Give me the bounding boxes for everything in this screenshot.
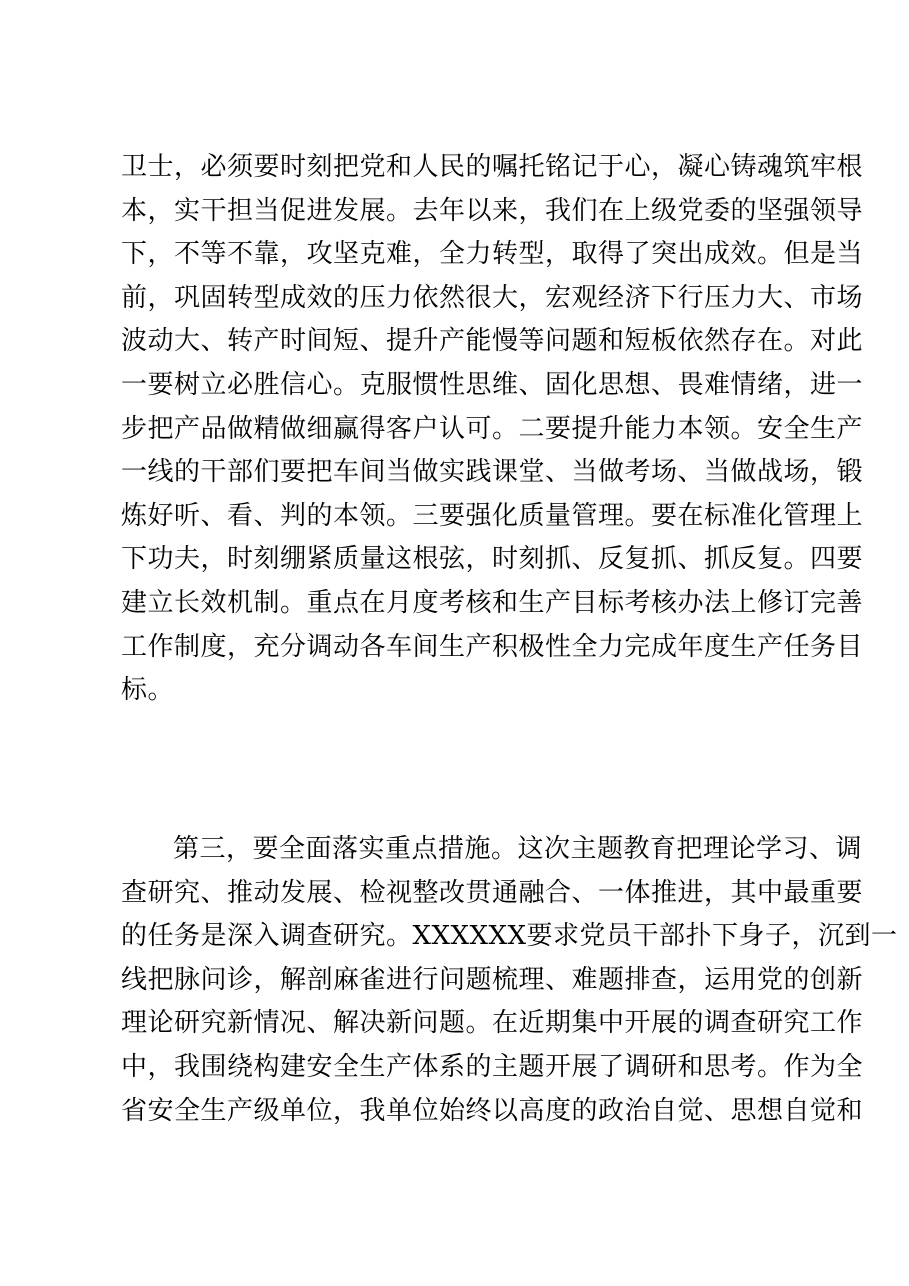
paragraph-1 — [121, 146, 864, 713]
text-line: 下，不等不靠，攻坚克难，全力转型，取得了突出成效。但是当 — [121, 239, 864, 270]
text-line: 标。 — [121, 675, 175, 706]
text-line: 建立长效机制。重点在月度考核和生产目标考核办法上修订完善 — [121, 587, 864, 618]
text-line: 本，实干担当促进发展。去年以来，我们在上级党委的坚强领导 — [121, 195, 864, 226]
text-line: 第三，要全面落实重点措施。这次主题教育把理论学习、调 — [173, 834, 863, 864]
text-line: 省安全生产级单位，我单位始终以高度的政治自觉、思想自觉和 — [121, 1095, 864, 1126]
text-line: 的任务是深入调查研究。XXXXXX要求党员干部扑下身子，沉到一 — [121, 921, 898, 952]
text-line: 一线的干部们要把车间当做实践课堂、当做考场、当做战场，锻 — [121, 457, 864, 488]
text-line: 理论研究新情况、解决新问题。在近期集中开展的调查研究工作 — [121, 1008, 864, 1039]
text-line: 波动大、转产时间短、提升产能慢等问题和短板依然存在。对此 — [121, 326, 864, 357]
text-line: 卫士，必须要时刻把党和人民的嘱托铭记于心，凝心铸魂筑牢根 — [121, 152, 864, 182]
text-line: 炼好听、看、判的本领。三要强化质量管理。要在标准化管理上 — [121, 500, 864, 531]
text-line: 前，巩固转型成效的压力依然很大，宏观经济下行压力大、市场 — [121, 282, 864, 313]
text-line: 线把脉问诊，解剖麻雀进行问题梳理、难题排查，运用党的创新 — [121, 964, 864, 995]
text-line: 工作制度，充分调动各车间生产积极性全力完成年度生产任务目 — [121, 631, 864, 662]
text-line: 一要树立必胜信心。克服惯性思维、固化思想、畏难情绪，进一 — [121, 369, 864, 400]
text-line: 步把产品做精做细赢得客户认可。二要提升能力本领。安全生产 — [121, 413, 864, 444]
text-line: 下功夫，时刻绷紧质量这根弦，时刻抓、反复抓、抓反复。四要 — [121, 544, 864, 575]
text-line: 中，我围绕构建安全生产体系的主题开展了调研和思考。作为全 — [121, 1051, 864, 1082]
text-line: 查研究、推动发展、检视整改贯通融合、一体推进，其中最重要 — [121, 877, 864, 908]
paragraph-2 — [121, 828, 898, 1133]
